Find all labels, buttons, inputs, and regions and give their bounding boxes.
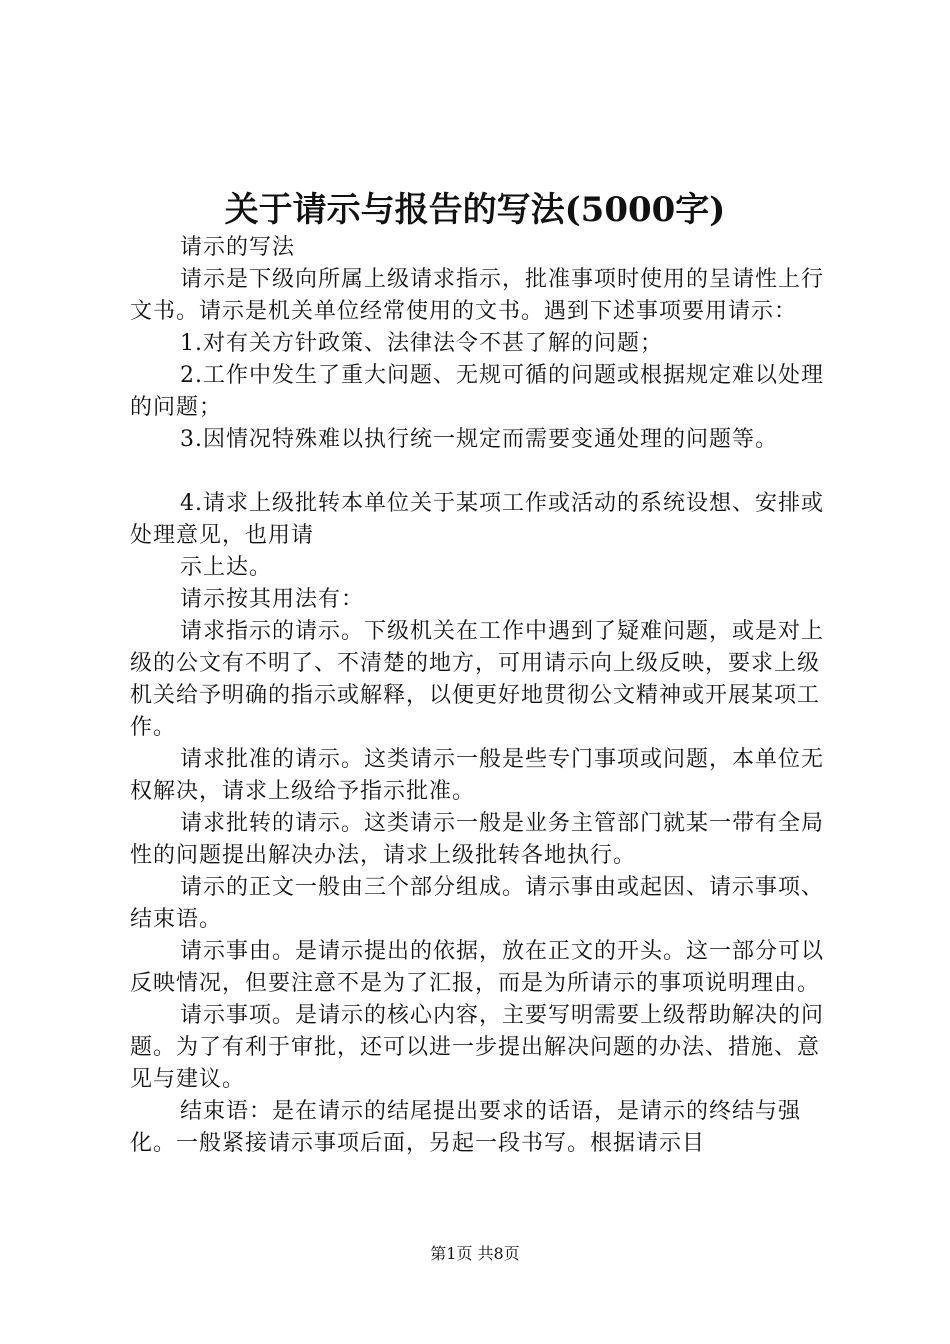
paragraph: 请示按其用法有： [180, 587, 365, 612]
paragraph: 请示是下级向所属上级请求指示，批准事项时使用的呈请性上行文书。请示是机关单位经常使用的文书。遇到下述事项要用请示： [130, 267, 825, 324]
paragraph: 示上达。 [180, 555, 273, 580]
list-item: 2.工作中发生了重大问题、无规可循的问题或根据规定难以处理的问题； [130, 363, 824, 420]
document-title: 关于请示与报告的写法(5000字) [224, 190, 726, 230]
paragraph: 请求指示的请示。下级机关在工作中遇到了疑难问题，或是对上级的公文有不明了、不清楚的地方，可用请示向上级反映，要求上级机关给予明确的指示或解释，以便更好地贯彻公文精神或开展某项工作。 [130, 619, 825, 740]
document-body [130, 232, 835, 1160]
paragraph: 请求批准的请示。这类请示一般是些专门事项或问题，本单位无权解决，请求上级给予指示批准。 [130, 747, 825, 804]
paragraph-heading: 请示的写法 [180, 235, 296, 260]
paragraph: 请求批转的请示。这类请示一般是业务主管部门就某一带有全局性的问题提出解决办法，请求上级批转各地执行。 [130, 811, 825, 868]
list-item: 4.请求上级批转本单位关于某项工作或活动的系统设想、安排或处理意见，也用请 [130, 491, 824, 548]
paragraph: 请示的正文一般由三个部分组成。请示事由或起因、请示事项、结束语。 [130, 875, 825, 932]
list-item: 1.对有关方针政策、法律法令不甚了解的问题； [180, 331, 663, 356]
paragraph: 结束语：是在请示的结尾提出要求的话语，是请示的终结与强化。一般紧接请示事项后面，另起一段书写。根据请示目 [130, 1099, 802, 1156]
paragraph: 请示事项。是请示的核心内容，主要写明需要上级帮助解决的问题。为了有利于审批，还可以进一步提出解决问题的办法、措施、意见与建议。 [130, 1003, 825, 1092]
paragraph: 请示事由。是请示提出的依据，放在正文的开头。这一部分可以反映情况，但要注意不是为了汇报，而是为所请示的事项说明理由。 [130, 939, 825, 996]
page-number-footer: 第1页 共8页 [430, 1244, 520, 1263]
list-item: 3.因情况特殊难以执行统一规定而需要变通处理的问题等。 [180, 427, 778, 452]
